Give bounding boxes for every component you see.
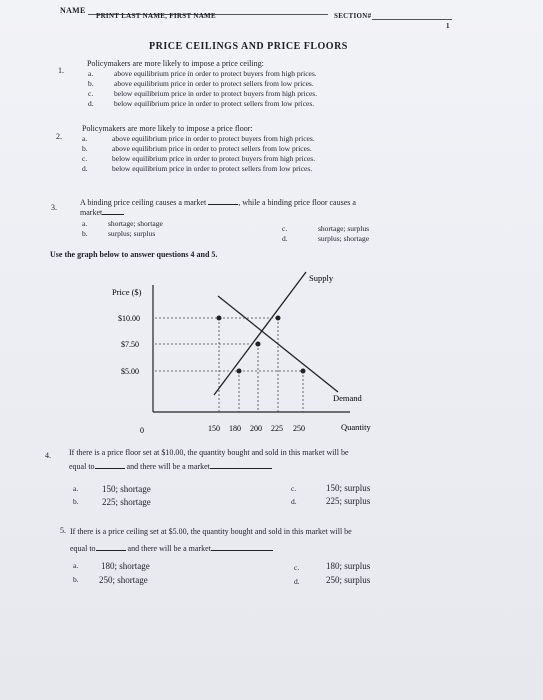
option-text: surplus; shortage xyxy=(318,234,370,243)
stem-part: , while a binding price floor causes a xyxy=(238,198,356,207)
option-text: 250; shortage xyxy=(99,575,148,585)
option-text: above equilibrium price in order to protect sellers from low prices. xyxy=(114,79,314,88)
question-number: 4. xyxy=(45,451,51,460)
option-text: 180; shortage xyxy=(101,561,150,571)
quantity-tick-label: 200 xyxy=(250,424,262,433)
option-letter: b. xyxy=(82,144,88,153)
quantity-tick-label: 150 xyxy=(208,424,220,433)
quantity-tick-label: 180 xyxy=(229,424,241,433)
option-letter: a. xyxy=(82,134,88,143)
stem-part: market xyxy=(80,208,103,217)
option-letter: b. xyxy=(88,79,94,88)
question-stem: If there is a price floor set at $10.00, the quantity bought and sold in this market will be xyxy=(69,448,349,457)
question-stem: Policymakers are more likely to impose a price ceiling: xyxy=(87,59,264,68)
graph-instructions: Use the graph below to answer questions 4 and 5. xyxy=(50,250,218,259)
name-sublabel: PRINT LAST NAME, FIRST NAME xyxy=(96,12,216,20)
name-label: NAME xyxy=(60,6,86,15)
price-tick-label: $5.00 xyxy=(121,367,139,376)
option-text: 225; shortage xyxy=(102,497,151,507)
option-letter: d. xyxy=(294,577,300,586)
option-letter: c. xyxy=(282,224,288,233)
question-number: 3. xyxy=(51,203,57,212)
option-letter: a. xyxy=(73,484,79,493)
question-stem-cont xyxy=(69,460,272,471)
option-letter: c. xyxy=(294,563,300,572)
option-letter: b. xyxy=(73,497,79,506)
supply-curve xyxy=(214,272,306,395)
supply-label: Supply xyxy=(309,273,334,283)
price-tick-label: $10.00 xyxy=(118,314,140,323)
option-letter: c. xyxy=(291,484,297,493)
option-letter: a. xyxy=(73,561,79,570)
option-text: below equilibrium price in order to protect buyers from high prices. xyxy=(112,154,316,163)
answer-blank xyxy=(210,460,272,469)
option-text: 180; surplus xyxy=(326,561,371,571)
option-text: above equilibrium price in order to protect buyers from high prices. xyxy=(112,134,315,143)
question-number: 1. xyxy=(58,66,64,75)
option-letter: d. xyxy=(88,99,94,108)
price-tick-label: $7.50 xyxy=(121,340,139,349)
page-title: PRICE CEILINGS AND PRICE FLOORS xyxy=(149,41,348,52)
stem-part: and there will be a market xyxy=(127,544,211,553)
question-stem: Policymakers are more likely to impose a price floor: xyxy=(82,124,253,133)
question-number: 2. xyxy=(56,132,62,141)
corner-mark: 1 xyxy=(446,22,450,30)
option-letter: b. xyxy=(73,575,79,584)
answer-blank xyxy=(95,460,125,469)
question-number: 5. xyxy=(60,526,66,535)
x-axis-label: Quantity xyxy=(341,422,371,432)
option-text: 225; surplus xyxy=(326,496,371,506)
stem-part: and there will be a market xyxy=(126,462,210,471)
option-letter: c. xyxy=(82,154,88,163)
stem-part: equal to xyxy=(70,544,96,553)
stem-part: A binding price ceiling causes a market xyxy=(80,198,207,207)
point-equilibrium xyxy=(256,342,261,347)
y-axis-label: Price ($) xyxy=(112,287,142,297)
option-text: 150; shortage xyxy=(102,484,151,494)
option-letter: b. xyxy=(82,229,88,238)
quantity-tick-label: 250 xyxy=(293,424,305,433)
option-text: below equilibrium price in order to protect buyers from high prices. xyxy=(114,89,318,98)
origin-label: 0 xyxy=(140,426,144,435)
option-text: surplus; surplus xyxy=(108,229,156,238)
point-ceiling-supply xyxy=(237,369,242,374)
question-stem: If there is a price ceiling set at $5.00, the quantity bought and sold in this market will be xyxy=(70,527,352,536)
option-text: 150; surplus xyxy=(326,483,371,493)
option-letter: d. xyxy=(82,164,88,173)
option-letter: d. xyxy=(291,497,297,506)
section-label: SECTION# xyxy=(334,12,372,20)
option-letter: a. xyxy=(82,219,88,228)
option-text: above equilibrium price in order to protect sellers from low prices. xyxy=(112,144,312,153)
option-text: shortage; shortage xyxy=(108,219,163,228)
point-floor-demand xyxy=(217,316,222,321)
answer-blank xyxy=(96,542,126,551)
option-letter: d. xyxy=(282,234,288,243)
option-letter: c. xyxy=(88,89,94,98)
demand-label: Demand xyxy=(333,393,362,403)
point-floor-supply xyxy=(276,316,281,321)
option-letter: a. xyxy=(88,69,94,78)
option-text: shortage; surplus xyxy=(318,224,370,233)
quantity-tick-label: 225 xyxy=(271,424,283,433)
option-text: below equilibrium price in order to protect sellers from low prices. xyxy=(112,164,313,173)
option-text: 250; surplus xyxy=(326,575,371,585)
point-ceiling-demand xyxy=(301,369,306,374)
option-text: above equilibrium price in order to protect buyers from high prices. xyxy=(114,69,317,78)
answer-blank xyxy=(211,542,273,551)
stem-part: equal to xyxy=(69,462,95,471)
question-stem-cont xyxy=(70,542,273,553)
option-text: below equilibrium price in order to protect sellers from low prices. xyxy=(114,99,315,108)
